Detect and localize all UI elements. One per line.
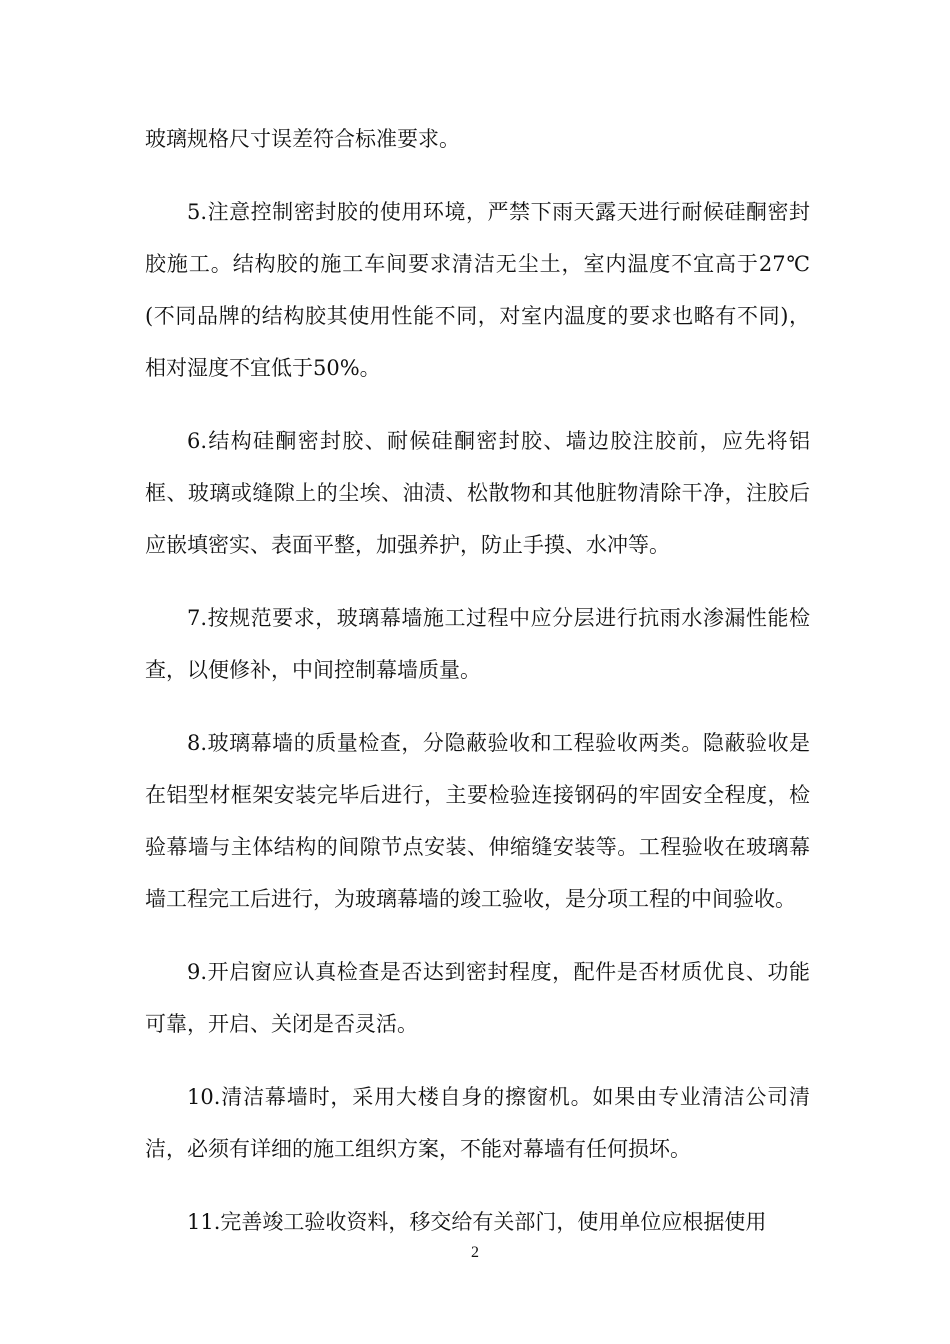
paragraph-item-7: 7.按规范要求，玻璃幕墙施工过程中应分层进行抗雨水渗漏性能检查，以便修补，中间控制幕墙质量。 <box>145 606 810 682</box>
paragraph-item-5: 5.注意控制密封胶的使用环境，严禁下雨天露天进行耐候硅酮密封胶施工。结构胶的施工车间要求清洁无尘土，室内温度不宜高于27℃(不同品牌的结构胶其使用性能不同，对室内温度的要求也略有不同)，相对湿度不宜低于50%。 <box>145 200 810 380</box>
paragraph-item-6: 6.结构硅酮密封胶、耐候硅酮密封胶、墙边胶注胶前，应先将铝框、玻璃或缝隙上的尘埃、油渍、松散物和其他脏物清除干净，注胶后应嵌填密实、表面平整，加强养护，防止手摸、水冲等。 <box>145 429 810 557</box>
paragraph-item-10: 10.清洁幕墙时，采用大楼自身的擦窗机。如果由专业清洁公司清洁，必须有详细的施工组织方案，不能对幕墙有任何损坏。 <box>145 1085 810 1161</box>
paragraph-item-11: 11.完善竣工验收资料，移交给有关部门，使用单位应根据使用 <box>187 1210 767 1234</box>
page-number: 2 <box>471 1244 479 1261</box>
paragraph-continuation: 玻璃规格尺寸误差符合标准要求。 <box>145 127 460 151</box>
paragraph-item-9: 9.开启窗应认真检查是否达到密封程度，配件是否材质优良、功能可靠，开启、关闭是否灵活。 <box>145 960 810 1036</box>
document-body <box>145 113 810 1269</box>
paragraph-item-8: 8.玻璃幕墙的质量检查，分隐蔽验收和工程验收两类。隐蔽验收是在铝型材框架安装完毕后进行，主要检验连接钢码的牢固安全程度，检验幕墙与主体结构的间隙节点安装、伸缩缝安装等。工程验收在玻璃幕墙工程完工后进行，为玻璃幕墙的竣工验收，是分项工程的中间验收。 <box>145 731 810 911</box>
